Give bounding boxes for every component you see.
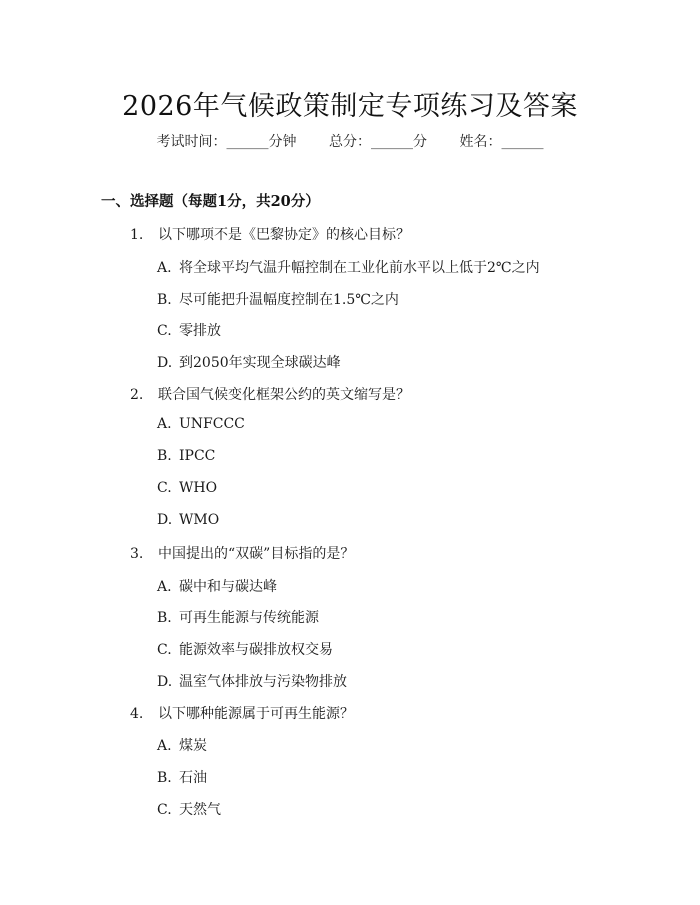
option-text: 温室气体排放与污染物排放	[179, 674, 347, 690]
option-letter: C.	[157, 642, 172, 658]
option-letter: B.	[157, 448, 172, 464]
option-letter: B.	[157, 292, 172, 308]
option-letter: D.	[157, 355, 173, 371]
question-number: 2.	[130, 387, 144, 403]
option-text: 零排放	[179, 323, 221, 339]
question-1-option-c	[157, 320, 221, 340]
question-1-option-b	[157, 289, 399, 309]
option-text: 将全球平均气温升幅控制在工业化前水平以上低于2℃之内	[179, 260, 540, 276]
option-letter: A.	[157, 738, 172, 754]
option-text: 到2050年实现全球碳达峰	[179, 355, 341, 371]
option-text: 天然气	[179, 802, 221, 818]
question-3-option-d	[157, 671, 347, 691]
option-text: UNFCCC	[179, 416, 245, 432]
page-title: 2026年气候政策制定专项练习及答案	[122, 91, 578, 122]
option-letter: D.	[157, 674, 173, 690]
question-4-option-c	[157, 799, 221, 819]
question-1-option-a	[157, 257, 540, 277]
option-text: 可再生能源与传统能源	[179, 610, 319, 626]
question-3-option-b	[157, 607, 319, 627]
question-text: 以下哪项不是《巴黎协定》的核心目标？	[158, 227, 410, 243]
total-score-field: 总分：______分	[329, 134, 427, 150]
question-3-option-c	[157, 639, 333, 659]
option-text: 石油	[179, 770, 207, 786]
option-text: 碳中和与碳达峰	[179, 579, 277, 595]
option-letter: A.	[157, 416, 172, 432]
question-4	[130, 703, 354, 723]
question-4-option-b	[157, 767, 207, 787]
option-text: 尽可能把升温幅度控制在1.5℃之内	[179, 292, 399, 308]
question-text: 以下哪种能源属于可再生能源？	[158, 706, 354, 722]
option-letter: B.	[157, 770, 172, 786]
option-letter: B.	[157, 610, 172, 626]
question-3-option-a	[157, 576, 277, 596]
question-number: 4.	[130, 706, 144, 722]
option-text: 煤炭	[179, 738, 207, 754]
exam-meta	[0, 131, 700, 151]
option-letter: A.	[157, 260, 172, 276]
question-3	[130, 543, 354, 563]
question-2-option-d	[157, 512, 219, 528]
option-text: WHO	[179, 480, 218, 496]
option-letter: C.	[157, 802, 172, 818]
question-1	[130, 224, 410, 244]
question-4-option-a	[157, 735, 207, 755]
question-number: 3.	[130, 546, 144, 562]
exam-time-field: 考试时间：______分钟	[156, 134, 297, 150]
section-heading: 一、选择题（每题1分，共20分）	[101, 193, 320, 210]
question-1-option-d	[157, 352, 341, 372]
question-2-option-c	[157, 480, 217, 496]
question-2-option-b	[157, 448, 215, 464]
question-text: 中国提出的“双碳”目标指的是？	[158, 546, 355, 562]
option-letter: A.	[157, 579, 172, 595]
question-text: 联合国气候变化框架公约的英文缩写是？	[158, 387, 410, 403]
option-letter: C.	[157, 323, 172, 339]
student-name-field: 姓名：______	[459, 134, 544, 150]
question-number: 1.	[130, 227, 144, 243]
option-text: IPCC	[179, 448, 216, 464]
option-letter: D.	[157, 512, 173, 528]
option-text: WMO	[179, 512, 220, 528]
question-2-option-a	[157, 416, 245, 432]
option-letter: C.	[157, 480, 172, 496]
question-2	[130, 384, 410, 404]
option-text: 能源效率与碳排放权交易	[179, 642, 333, 658]
